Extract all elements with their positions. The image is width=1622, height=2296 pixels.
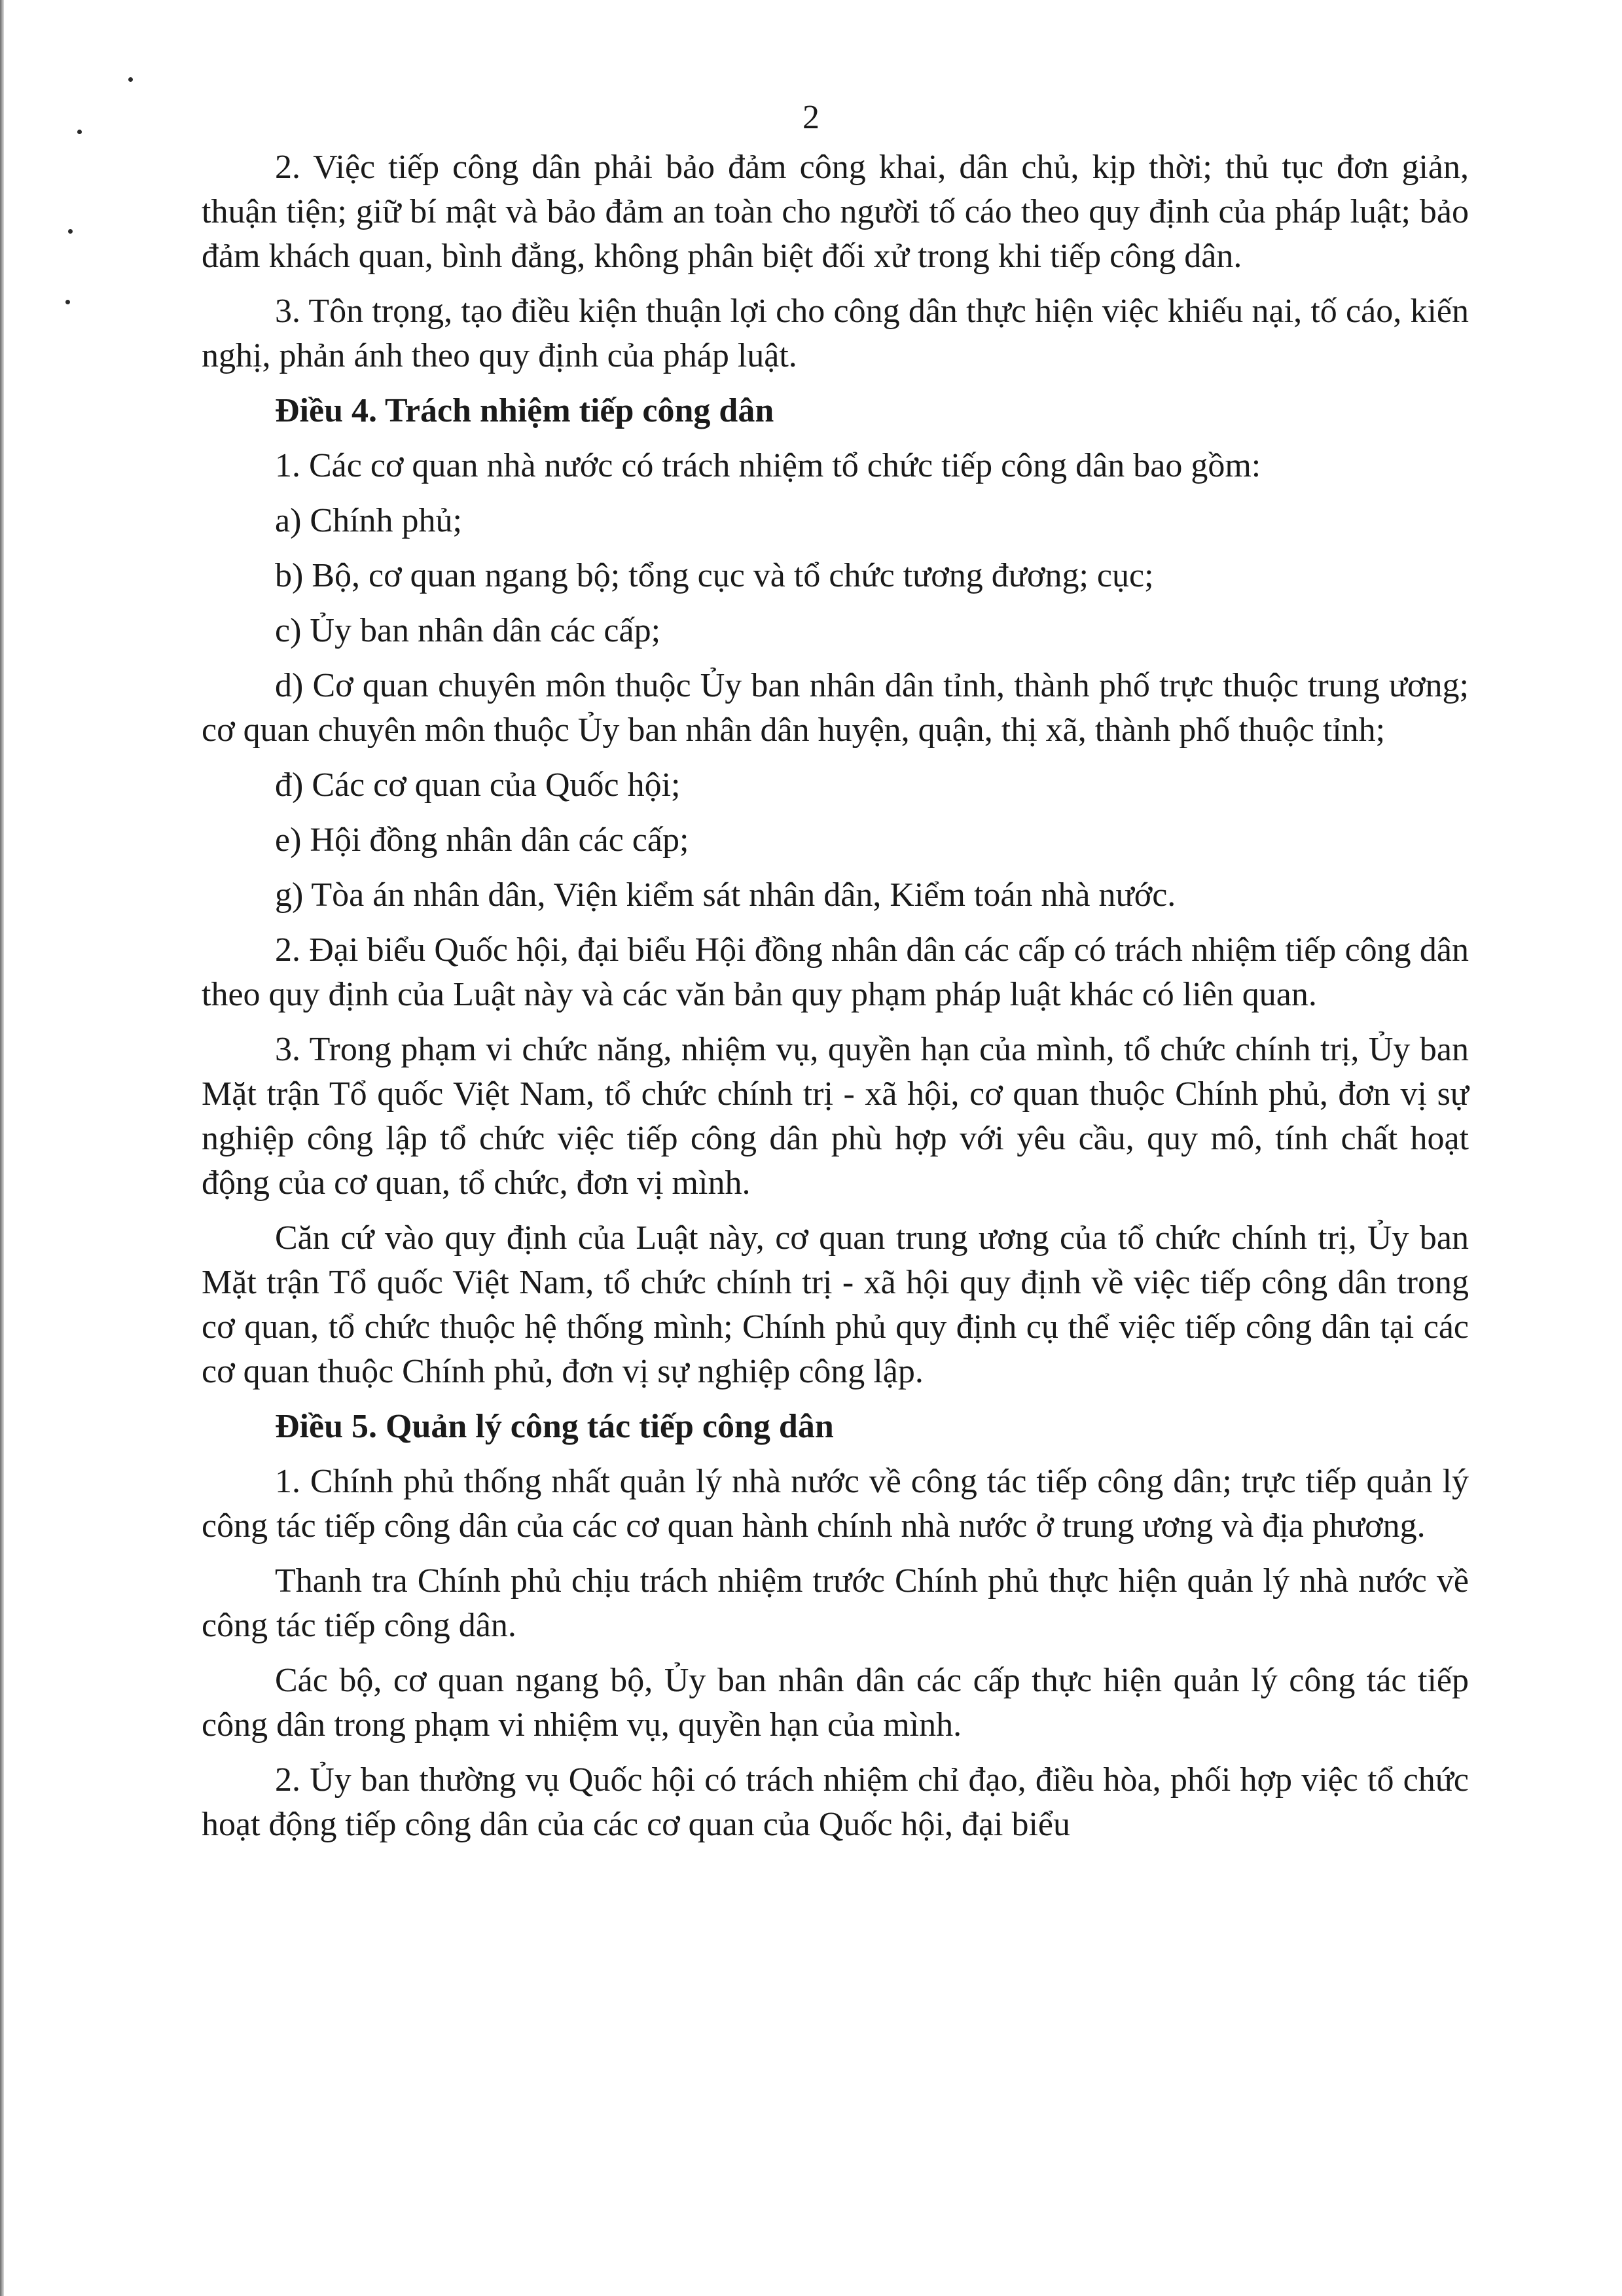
scan-edge-shadow	[0, 0, 4, 2296]
page-number: 2	[802, 99, 820, 136]
clause-paragraph: Các bộ, cơ quan ngang bộ, Ủy ban nhân dân các cấp thực hiện quản lý công tác tiếp công dân trong phạm vi nhiệm vụ, quyền hạn của mình.	[202, 1662, 1469, 1744]
list-item: d) Cơ quan chuyên môn thuộc Ủy ban nhân dân tỉnh, thành phố trực thuộc trung ương; cơ quan chuyên môn thuộc Ủy ban nhân dân huyện, quận, thị xã, thành phố thuộc tỉnh;	[202, 667, 1469, 749]
clause-paragraph: 3. Tôn trọng, tạo điều kiện thuận lợi cho công dân thực hiện việc khiếu nại, tố cáo, kiến nghị, phản ánh theo quy định của pháp luật.	[202, 293, 1469, 374]
clause-paragraph: 3. Trong phạm vi chức năng, nhiệm vụ, quyền hạn của mình, tổ chức chính trị, Ủy ban Mặt trận Tổ quốc Việt Nam, tổ chức chính trị - xã hội, cơ quan thuộc Chính phủ, đơn vị sự nghiệp công lập tổ chức việc tiếp công dân phù hợp với yêu cầu, quy mô, tính chất hoạt động của cơ quan, tổ chức, đơn vị mình.	[202, 1031, 1469, 1202]
article-heading: Điều 5. Quản lý công tác tiếp công dân	[275, 1408, 834, 1445]
list-item: g) Tòa án nhân dân, Viện kiểm sát nhân dân, Kiểm toán nhà nước.	[275, 876, 1176, 914]
list-item: c) Ủy ban nhân dân các cấp;	[275, 612, 661, 649]
clause-paragraph: Thanh tra Chính phủ chịu trách nhiệm trước Chính phủ thực hiện quản lý nhà nước về công tác tiếp công dân.	[202, 1562, 1469, 1644]
list-item: a) Chính phủ;	[275, 502, 462, 539]
document-body	[202, 145, 1469, 1857]
list-item: đ) Các cơ quan của Quốc hội;	[275, 766, 681, 804]
clause-paragraph: 2. Việc tiếp công dân phải bảo đảm công khai, dân chủ, kịp thời; thủ tục đơn giản, thuận tiện; giữ bí mật và bảo đảm an toàn cho người tố cáo theo quy định của pháp luật; bảo đảm khách quan, bình đẳng, không phân biệt đối xử trong khi tiếp công dân.	[202, 149, 1469, 275]
scan-speck	[128, 77, 133, 82]
clause-paragraph: 1. Chính phủ thống nhất quản lý nhà nước về công tác tiếp công dân; trực tiếp quản lý công tác tiếp công dân của các cơ quan hành chính nhà nước ở trung ương và địa phương.	[202, 1463, 1469, 1545]
scan-speck	[65, 300, 70, 304]
clause-paragraph: 2. Ủy ban thường vụ Quốc hội có trách nhiệm chỉ đạo, điều hòa, phối hợp việc tổ chức hoạt động tiếp công dân của các cơ quan của Quốc hội, đại biểu	[202, 1761, 1469, 1843]
article-heading: Điều 4. Trách nhiệm tiếp công dân	[275, 392, 774, 429]
clause-paragraph: 2. Đại biểu Quốc hội, đại biểu Hội đồng nhân dân các cấp có trách nhiệm tiếp công dân theo quy định của Luật này và các văn bản quy phạm pháp luật khác có liên quan.	[202, 931, 1469, 1013]
list-item: e) Hội đồng nhân dân các cấp;	[275, 821, 689, 859]
list-item: b) Bộ, cơ quan ngang bộ; tổng cục và tổ chức tương đương; cục;	[275, 557, 1154, 594]
clause-paragraph: 1. Các cơ quan nhà nước có trách nhiệm tổ chức tiếp công dân bao gồm:	[275, 447, 1261, 484]
scan-speck	[68, 229, 73, 234]
clause-paragraph: Căn cứ vào quy định của Luật này, cơ quan trung ương của tổ chức chính trị, Ủy ban Mặt trận Tổ quốc Việt Nam, tổ chức chính trị - xã hội quy định về việc tiếp công dân trong cơ quan, tổ chức thuộc hệ thống mình; Chính phủ quy định cụ thể việc tiếp công dân tại các cơ quan thuộc Chính phủ, đơn vị sự nghiệp công lập.	[202, 1219, 1469, 1390]
